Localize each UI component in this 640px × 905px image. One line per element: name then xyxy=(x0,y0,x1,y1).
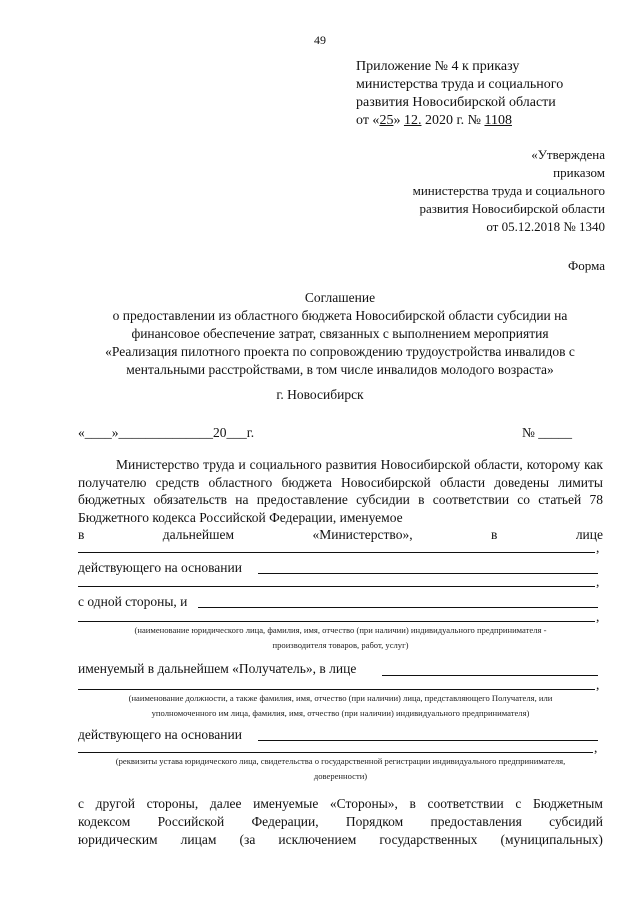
closing-paragraph xyxy=(78,795,603,849)
title-line: ментальными расстройствами, в том числе инвалидов молодого возраста» xyxy=(126,362,554,377)
word: дальнейшем xyxy=(162,527,235,542)
hint-line: производителя товаров, работ, услуг) xyxy=(272,640,409,650)
form-label: Форма xyxy=(568,258,605,273)
hint-line: доверенности) xyxy=(313,771,368,781)
comma: , xyxy=(596,574,600,589)
word: государственных xyxy=(379,832,478,847)
comma: , xyxy=(596,540,600,555)
word: с xyxy=(78,796,84,811)
word: далее xyxy=(209,796,242,811)
intro-last-line xyxy=(78,526,603,544)
word: Порядком xyxy=(345,814,404,829)
word: другой xyxy=(95,796,135,811)
approval-line: министерства труда и социального xyxy=(412,183,605,198)
number-blank[interactable]: № _____ xyxy=(522,425,573,440)
word: «Министерство», xyxy=(312,527,413,542)
appendix-block xyxy=(356,58,563,130)
closing-line xyxy=(78,795,603,813)
word: лице xyxy=(575,527,603,542)
order-number: 1108 xyxy=(484,113,512,128)
word: в xyxy=(409,796,416,811)
date-year: 2020 г. № xyxy=(421,113,485,128)
closing-line xyxy=(78,831,603,849)
counterparty-blank-2[interactable] xyxy=(78,621,595,622)
word: «Стороны», xyxy=(329,796,398,811)
appendix-date xyxy=(356,112,563,130)
page-number: 49 xyxy=(314,33,326,47)
comma: , xyxy=(596,609,600,624)
acting-basis-label: действующего на основании xyxy=(78,560,242,575)
word: соответствии xyxy=(427,796,504,811)
word: Российской xyxy=(157,814,225,829)
word: юридическим xyxy=(78,832,158,847)
approval-line: от 05.12.2018 № 1340 xyxy=(486,219,605,234)
hint-line: уполномоченного им лица, фамилия, имя, отчество (при наличии) индивидуального предпринимателя) xyxy=(151,708,530,718)
word: Бюджетным xyxy=(532,796,603,811)
representative-blank[interactable] xyxy=(78,552,595,553)
closing-line xyxy=(78,813,603,831)
approval-line: развития Новосибирской области xyxy=(419,201,605,216)
comma: , xyxy=(594,740,598,755)
title-line: Соглашение xyxy=(304,290,376,305)
basis-document-blank[interactable] xyxy=(258,740,598,741)
requisites-hint xyxy=(78,754,603,784)
word: с xyxy=(515,796,522,811)
word: предоставления xyxy=(430,814,522,829)
word: именуемые xyxy=(253,796,319,811)
approval-block xyxy=(413,146,605,236)
recipient-named-label: именуемый в дальнейшем «Получатель», в лице xyxy=(78,661,357,676)
word: (муниципальных) xyxy=(500,832,603,847)
word: исключением xyxy=(278,832,357,847)
counterparty-blank[interactable] xyxy=(198,607,598,608)
title-line: о предоставлении из областного бюджета Новосибирской области субсидии на xyxy=(112,308,568,323)
agreement-title xyxy=(60,289,620,379)
hint-line: (наименование юридического лица, фамилия, имя, отчество (при наличии) индивидуального предпринимателя - xyxy=(134,625,547,635)
city: г. Новосибирск xyxy=(276,387,364,402)
word: субсидий xyxy=(549,814,603,829)
comma: , xyxy=(596,677,600,692)
hint-line: (реквизиты устава юридического лица, свидетельства о государственной регистрации индивидуального предпринимателя, xyxy=(115,756,566,766)
title-line: «Реализация пилотного проекта по сопровождению трудоустройства инвалидов с xyxy=(105,344,575,359)
word: в xyxy=(491,527,498,542)
position-hint xyxy=(78,691,603,721)
hint-line: (наименование должности, а также фамилия, имя, отчество (при наличии) лица, представляющего Получателя, или xyxy=(128,693,553,703)
word: (за xyxy=(239,832,256,847)
word: кодексом xyxy=(78,814,131,829)
approval-line: «Утверждена xyxy=(531,147,605,162)
word: в xyxy=(78,527,85,542)
recipient-person-blank[interactable] xyxy=(382,675,598,676)
acting-basis-blank-2[interactable] xyxy=(78,586,595,587)
appendix-line: министерства труда и социального xyxy=(356,77,564,92)
word: лицам xyxy=(180,832,217,847)
intro-paragraph xyxy=(78,456,603,544)
intro-text: Министерство труда и социального развития Новосибирской области, которому как получателю средств областного бюджета Новосибирской области доведены лимиты бюджетных обязательств на предоставление субсидии в соответствии со статьей 78 Бюджетного кодекса Российской Федерации, именуемое xyxy=(78,457,603,525)
one-side-label: с одной стороны, и xyxy=(78,594,188,609)
appendix-line: Приложение № 4 к приказу xyxy=(356,59,520,74)
date-mid: » xyxy=(393,113,404,128)
recipient-person-blank-2[interactable] xyxy=(78,689,595,690)
date-day: 25 xyxy=(379,113,394,128)
date-blank[interactable]: «____»______________20___г. xyxy=(78,425,255,440)
title-line: финансовое обеспечение затрат, связанных с выполнением мероприятия xyxy=(131,326,549,341)
date-prefix: от « xyxy=(356,113,380,128)
org-hint xyxy=(78,623,603,653)
word: Федерации, xyxy=(251,814,319,829)
acting-basis-label-2: действующего на основании xyxy=(78,727,242,742)
date-month: 12. xyxy=(403,113,422,128)
basis-document-blank-2[interactable] xyxy=(78,752,593,753)
appendix-line: развития Новосибирской области xyxy=(356,95,556,110)
approval-line: приказом xyxy=(553,165,605,180)
word: стороны, xyxy=(146,796,199,811)
acting-basis-blank[interactable] xyxy=(258,573,598,574)
